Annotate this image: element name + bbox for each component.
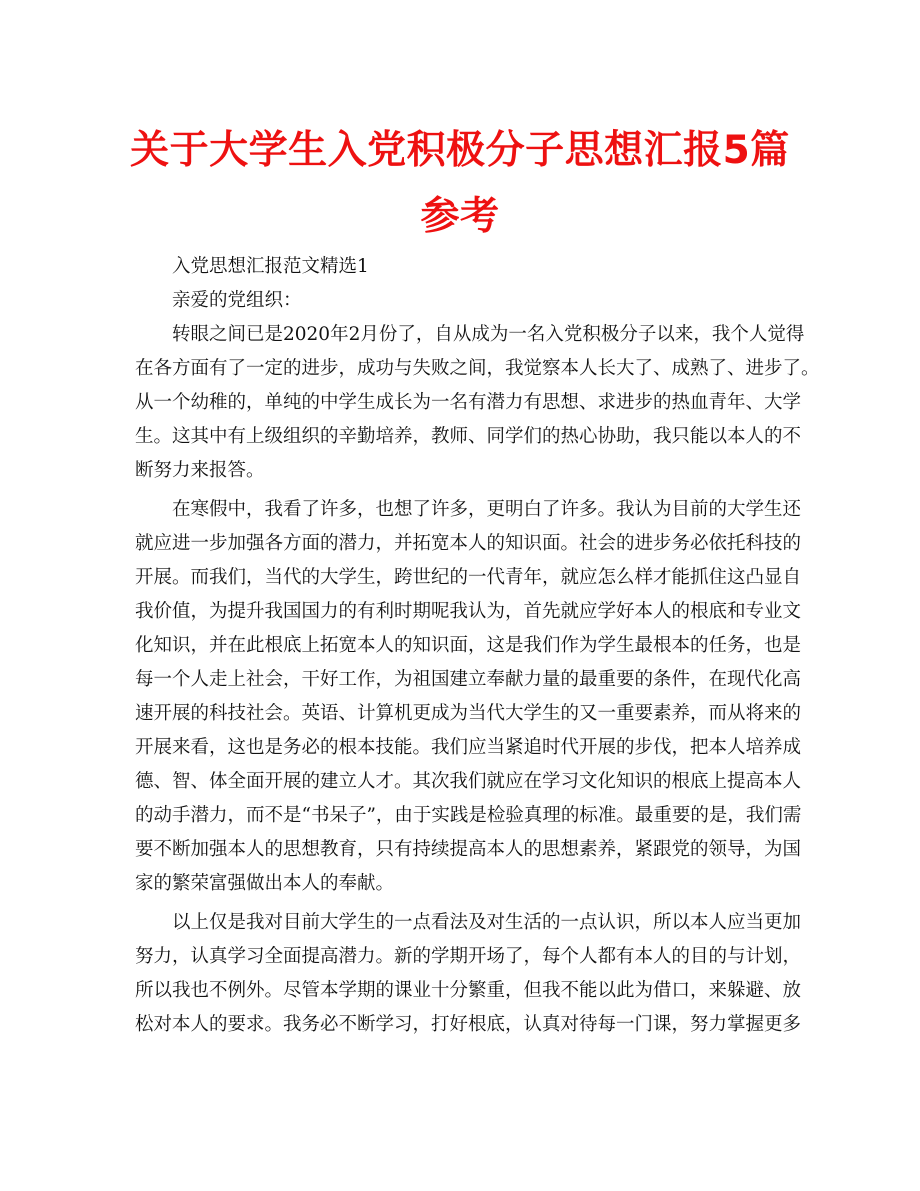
paragraph-line: 从一个幼稚的，单纯的中学生成长为一名有潜力有思想、求进步的热血青年、大学 <box>135 392 802 413</box>
paragraph-line: 就应进一步加强各方面的潜力，并拓宽本人的知识面。社会的进步务必依托科技的 <box>135 533 802 554</box>
paragraph-line: 化知识，并在此根底上拓宽本人的知识面，这是我们作为学生最根本的任务，也是 <box>135 635 802 656</box>
paragraph-line: 每一个人走上社会，干好工作，为祖国建立奉献力量的最重要的条件，在现代化高 <box>135 669 802 690</box>
paragraph-line: 速开展的科技社会。英语、计算机更成为当代大学生的又一重要素养，而从将来的 <box>135 703 802 724</box>
paragraph-line: 在寒假中，我看了许多，也想了许多，更明白了许多。我认为目前的大学生还 <box>172 499 802 520</box>
paragraph-line: 德、智、体全面开展的建立人才。其次我们就应在学习文化知识的根底上提高本人 <box>135 771 802 792</box>
paragraph-line: 生。这其中有上级组织的辛勤培养，教师、同学们的热心协助，我只能以本人的不 <box>135 426 802 447</box>
paragraph-3 <box>135 906 802 1042</box>
paragraph-line: 所以我也不例外。尽管本学期的课业十分繁重，但我不能以此为借口，来躲避、放 <box>135 980 802 1001</box>
paragraph-line: 的动手潜力，而不是“书呆子”，由于实践是检验真理的标准。最重要的是，我们需 <box>135 805 802 826</box>
salutation: 亲爱的党组织： <box>172 290 302 311</box>
paragraph-line: 以上仅是我对目前大学生的一点看法及对生活的一点认识，所以本人应当更加 <box>172 912 802 933</box>
paragraph-line: 断努力来报答。 <box>135 460 265 481</box>
paragraph-line: 开展来看，这也是务必的根本技能。我们应当紧追时代开展的步伐，把本人培养成 <box>135 737 802 758</box>
document-title: 关于大学生入党积极分子思想汇报5篇参考 <box>130 128 790 239</box>
paragraph-line: 努力，认真学习全面提高潜力。新的学期开场了，每个人都有本人的目的与计划， <box>135 946 802 967</box>
paragraph-line: 要不断加强本人的思想教育，只有持续提高本人的思想素养，紧跟党的领导，为国 <box>135 839 802 860</box>
document-body <box>135 250 820 1042</box>
paragraph-2 <box>135 493 802 901</box>
section-heading: 入党思想汇报范文精选1 <box>172 256 369 277</box>
paragraph-line: 松对本人的要求。我务必不断学习，打好根底，认真对待每一门课，努力掌握更多 <box>135 1014 802 1035</box>
paragraph-line: 在各方面有了一定的进步，成功与失败之间，我觉察本人长大了、成熟了、进步了。 <box>135 358 820 379</box>
paragraph-1 <box>135 318 820 488</box>
paragraph-line: 转眼之间已是2020年2月份了，自从成为一名入党积极分子以来，我个人觉得 <box>172 324 805 345</box>
paragraph-line: 我价值，为提升我国国力的有利时期呢我认为，首先就应学好本人的根底和专业文 <box>135 601 802 622</box>
paragraph-line: 开展。而我们，当代的大学生，跨世纪的一代青年，就应怎么样才能抓住这凸显自 <box>135 567 802 588</box>
paragraph-line: 家的繁荣富强做出本人的奉献。 <box>135 873 395 894</box>
